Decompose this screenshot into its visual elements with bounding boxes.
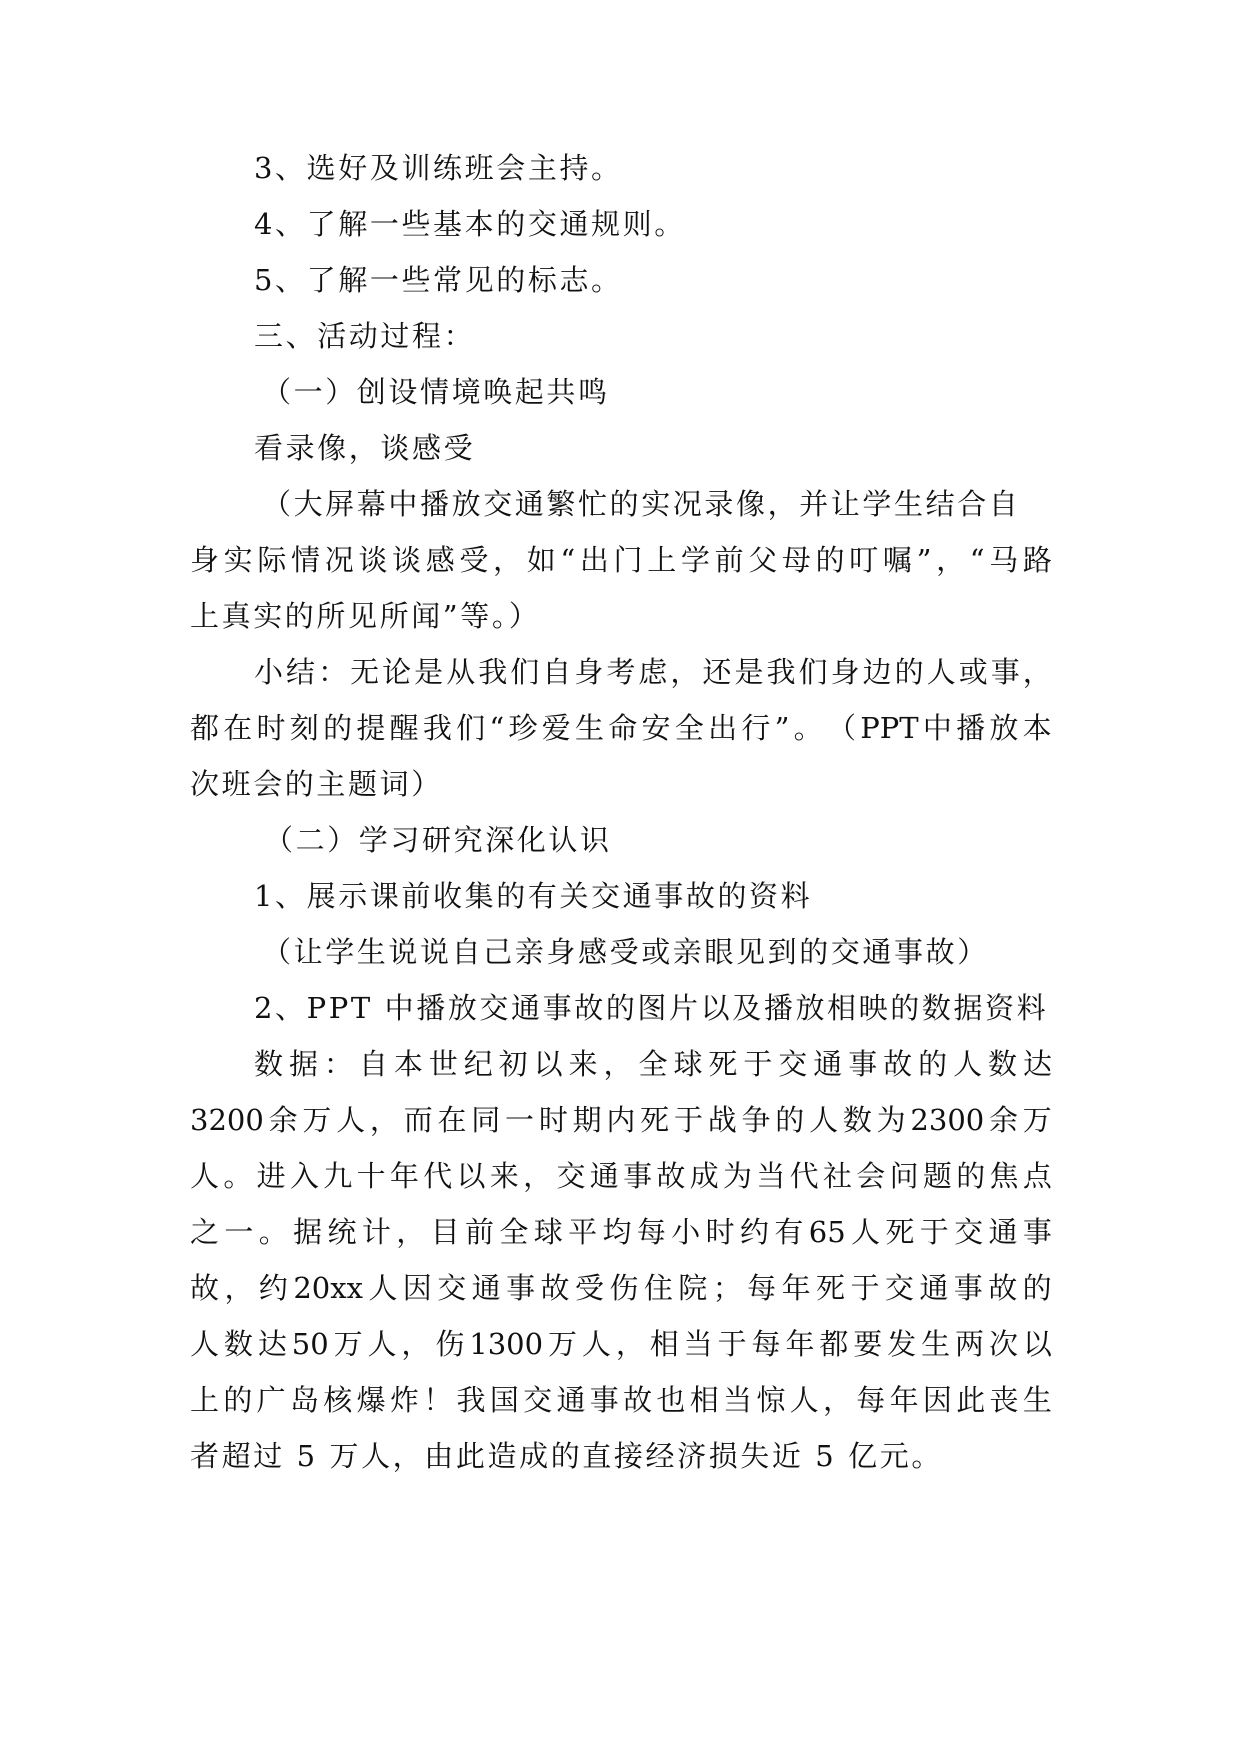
text-line: 故 ， 约 20xx 人 因 交 通 事 故 受 伤 住 院 ； 每 年 死 于 交 通 事 故 的 (190, 1271, 1052, 1305)
text-line: 者超过 5 万人，由此造成的直接经济损失近 5 亿元。 (190, 1439, 943, 1473)
section-heading: 三、活动过程： (254, 319, 476, 353)
text-line: 3200 余 万 人 ， 而 在 同 一 时 期 内 死 于 战 争 的 人 数 为 2300 余 万 (190, 1103, 1052, 1137)
text-line: 1、展示课前收集的有关交通事故的资料 (254, 879, 813, 913)
text-line: 人 。 进 入 九 十 年 代 以 来 ， 交 通 事 故 成 为 当 代 社 会 问 题 的 焦 点 (190, 1159, 1052, 1193)
text-line: 看录像，谈感受 (254, 431, 476, 465)
text-line: （让学生说说自己亲身感受或亲眼见到的交通事故） (262, 935, 989, 969)
text-line: 数 据 ： 自 本 世 纪 初 以 来 ， 全 球 死 于 交 通 事 故 的 人 数 达 (254, 1047, 1052, 1081)
text-line: 次班会的主题词） (190, 767, 443, 801)
text-line: 都 在 时 刻 的 提 醒 我 们 “ 珍 爱 生 命 安 全 出 行 ” 。 （ PPT 中 播 放 本 (190, 711, 1052, 745)
text-line: 2、PPT 中播放交通事故的图片以及播放相映的数据资料 (254, 991, 1049, 1025)
text-line: 身 实 际 情 况 谈 谈 感 受 ， 如 “ 出 门 上 学 前 父 母 的 叮 嘱 ” ， “ 马 路 (190, 543, 1052, 577)
text-line: 上真实的所见所闻”等。） (190, 599, 541, 633)
text-line: 人 数 达 50 万 人 ， 伤 1300 万 人 ， 相 当 于 每 年 都 要 发 生 两 次 以 (190, 1327, 1052, 1361)
subsection-heading: （二）学习研究深化认识 (264, 823, 612, 857)
text-line: 上 的 广 岛 核 爆 炸 ！ 我 国 交 通 事 故 也 相 当 惊 人 ， 每 年 因 此 丧 生 (190, 1383, 1052, 1417)
text-line: 小 结 ： 无 论 是 从 我 们 自 身 考 虑 ， 还 是 我 们 身 边 的 人 或 事 ， (254, 655, 1052, 689)
text-line: 3、选好及训练班会主持。 (254, 151, 623, 185)
text-line: 之 一 。 据 统 计 ， 目 前 全 球 平 均 每 小 时 约 有 65 人 死 于 交 通 事 (190, 1215, 1052, 1249)
subsection-heading: （一）创设情境唤起共鸣 (262, 375, 610, 409)
text-line: 5、了解一些常见的标志。 (254, 263, 623, 297)
text-line: （大屏幕中播放交通繁忙的实况录像，并让学生结合自 (262, 487, 1021, 521)
text-line: 4、了解一些基本的交通规则。 (254, 207, 686, 241)
